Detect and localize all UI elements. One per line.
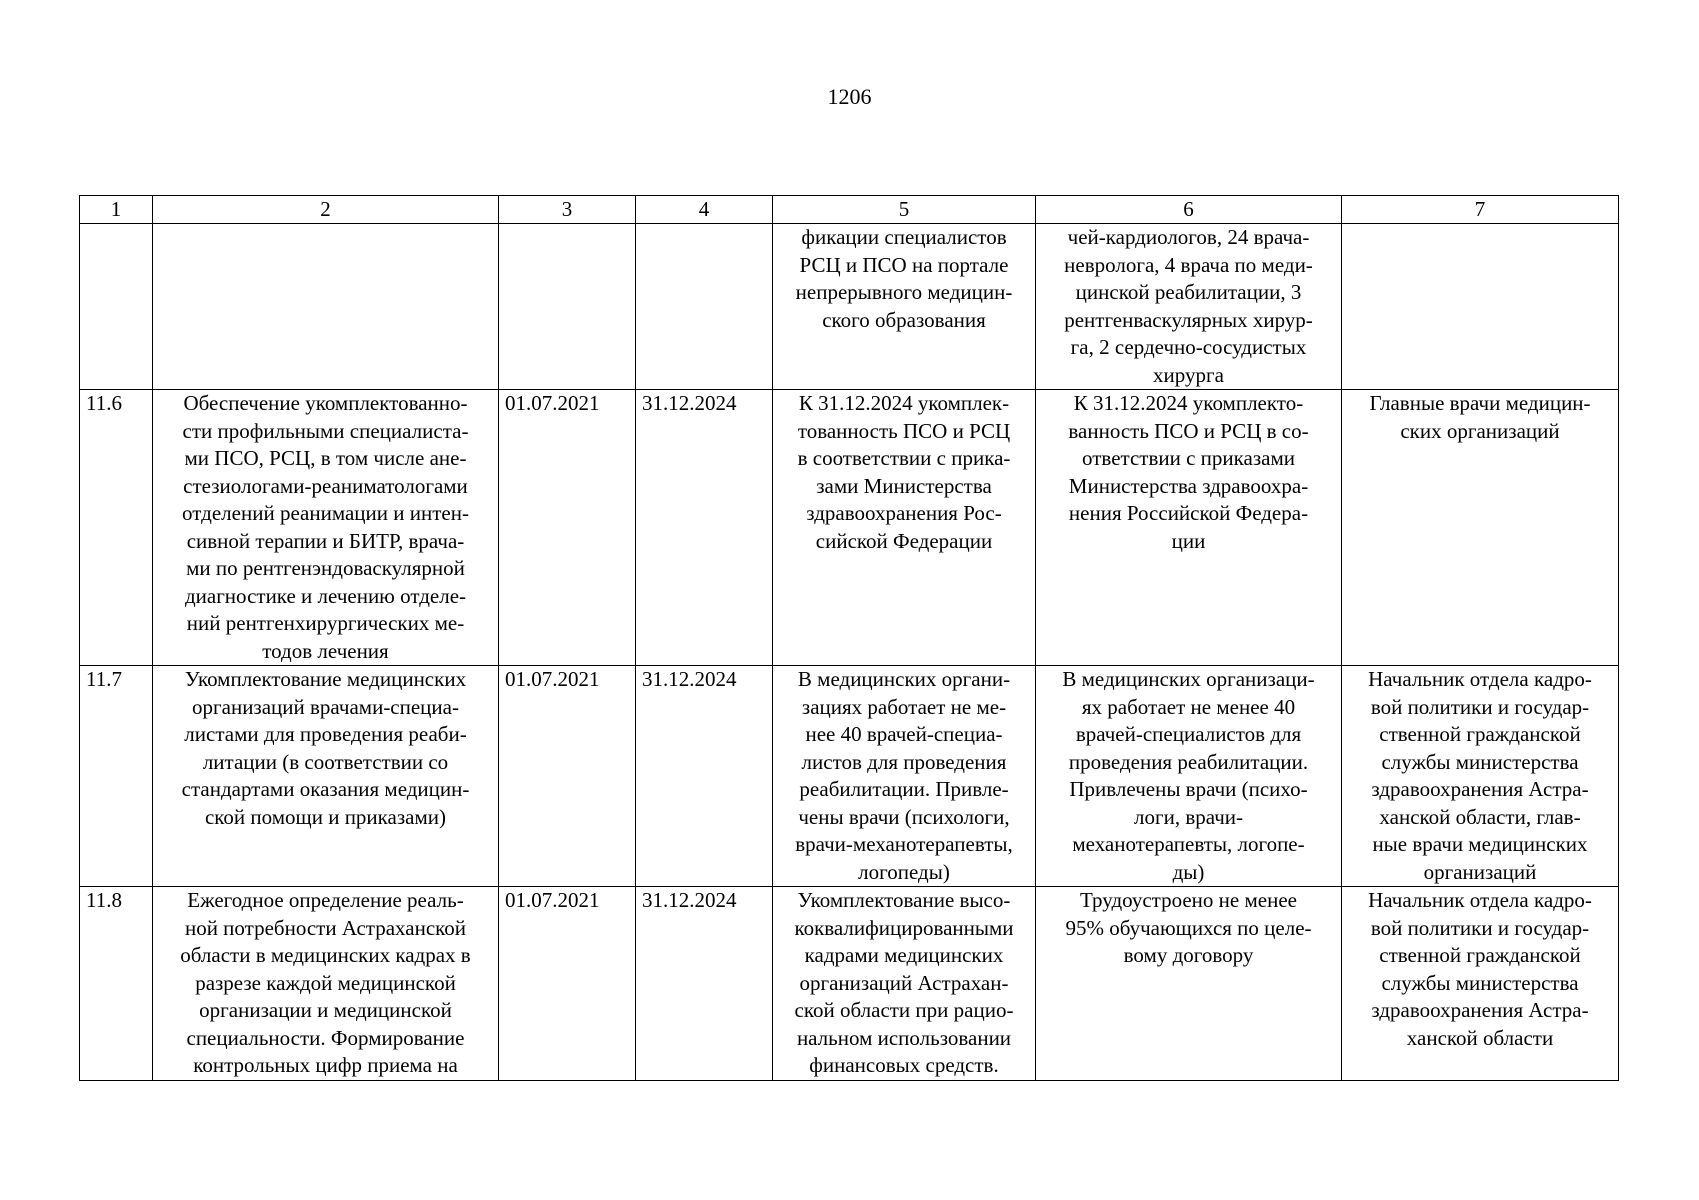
column-header: 4 — [636, 196, 773, 224]
column-header: 2 — [153, 196, 499, 224]
end-date: 31.12.2024 — [636, 666, 773, 887]
table-row — [80, 887, 1619, 1081]
row-number — [80, 224, 153, 390]
measure-name: Ежегодное определение реаль- ной потребности Астраханской области в медицинских кадрах в разрезе каждой медицинской организации и медицинской специальности. Формирование контрольных цифр приема на — [153, 887, 499, 1081]
measure-name — [153, 224, 499, 390]
start-date: 01.07.2021 — [499, 887, 636, 1081]
indicator: К 31.12.2024 укомплекто- ванность ПСО и РСЦ в со- ответствии с приказами Министерства здравоохра- нения Российской Федера- ции — [1036, 390, 1342, 666]
indicator: В медицинских организаци- ях работает не менее 40 врачей-специалистов для проведения реабилитации. Привлечены врачи (психо- логи, врачи- механотерапевты, логопе- ды) — [1036, 666, 1342, 887]
responsible: Начальник отдела кадро- вой политики и государ- ственной гражданской службы министерства здравоохранения Астра- ханской области, глав- ные врачи медицинских организаций — [1342, 666, 1619, 887]
end-date: 31.12.2024 — [636, 390, 773, 666]
end-date: 31.12.2024 — [636, 887, 773, 1081]
responsible: Начальник отдела кадро- вой политики и государ- ственной гражданской службы министерства здравоохранения Астра- ханской области — [1342, 887, 1619, 1081]
row-number: 11.6 — [80, 390, 153, 666]
row-number: 11.8 — [80, 887, 153, 1081]
start-date: 01.07.2021 — [499, 666, 636, 887]
start-date — [499, 224, 636, 390]
column-header: 5 — [773, 196, 1036, 224]
column-header: 6 — [1036, 196, 1342, 224]
expected-result: К 31.12.2024 укомплек- тованность ПСО и РСЦ в соответствии с прика- зами Министерства здравоохранения Рос- сийской Федерации — [773, 390, 1036, 666]
end-date — [636, 224, 773, 390]
responsible — [1342, 224, 1619, 390]
column-header: 3 — [499, 196, 636, 224]
column-header: 7 — [1342, 196, 1619, 224]
column-header: 1 — [80, 196, 153, 224]
indicator: Трудоустроено не менее 95% обучающихся по целе- вому договору — [1036, 887, 1342, 1081]
page-number: 1206 — [827, 84, 872, 109]
measure-name: Укомплектование медицинских организаций врачами-специа- листами для проведения реаби- литации (в соответствии со стандартами оказания медицин- ской помощи и приказами) — [153, 666, 499, 887]
expected-result: фикации специалистов РСЦ и ПСО на портале непрерывного медицин- ского образования — [773, 224, 1036, 390]
measure-name: Обеспечение укомплектованно- сти профильными специалиста- ми ПСО, РСЦ, в том числе ане- стезиологами-реаниматологами отделений реанимации и интен- сивной терапии и БИТР, врача- ми по рентгенэндоваскулярной диагностике и лечению отделе- ний рентгенхирургических ме- тодов лечения — [153, 390, 499, 666]
table-row — [80, 666, 1619, 887]
expected-result: Укомплектование высо- коквалифицированными кадрами медицинских организаций Астрахан- ской области при рацио- нальном использовании финансовых средств. — [773, 887, 1036, 1081]
header-row — [80, 196, 1619, 224]
indicator: чей-кардиологов, 24 врача- невролога, 4 врача по меди- цинской реабилитации, 3 рентгенваскулярных хирур- га, 2 сердечно-сосудистых хирурга — [1036, 224, 1342, 390]
row-number: 11.7 — [80, 666, 153, 887]
plan-table — [79, 195, 1619, 1081]
table-row — [80, 390, 1619, 666]
responsible: Главные врачи медицин- ских организаций — [1342, 390, 1619, 666]
table-row — [80, 224, 1619, 390]
expected-result: В медицинских органи- зациях работает не ме- нее 40 врачей-специа- листов для проведения реабилитации. Привле- чены врачи (психологи, врачи-механотерапевты, логопеды) — [773, 666, 1036, 887]
start-date: 01.07.2021 — [499, 390, 636, 666]
